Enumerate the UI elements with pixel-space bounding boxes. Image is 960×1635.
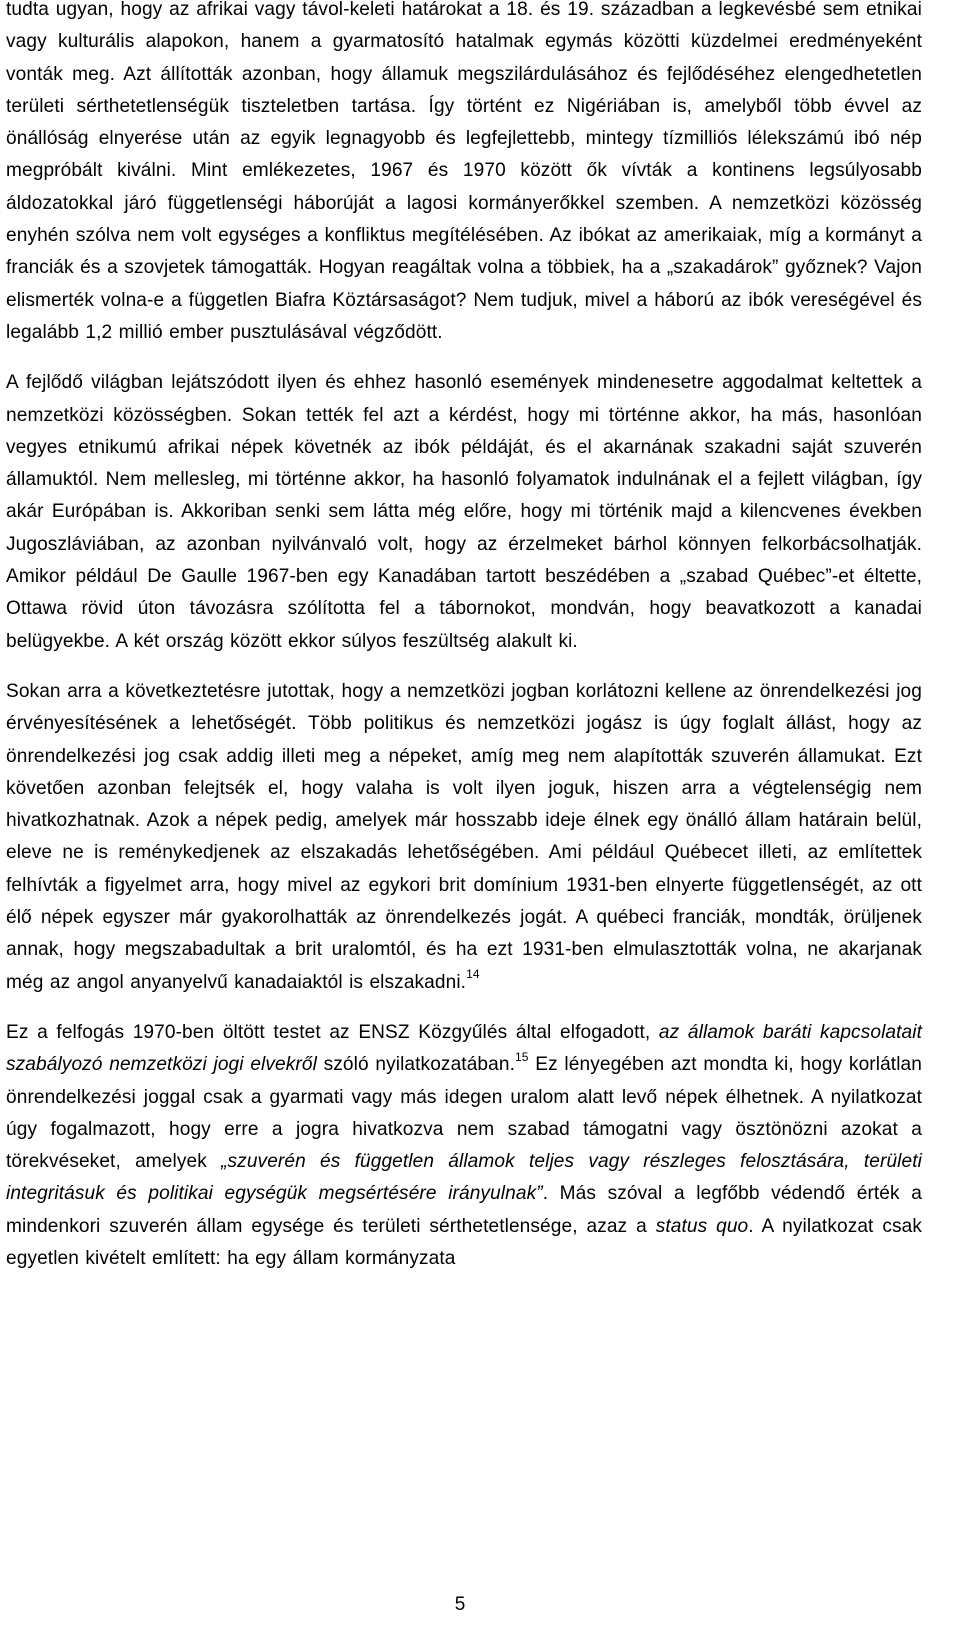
paragraph-2-text: A fejlődő világban lejátszódott ilyen és ehhez hasonló események mindenesetre aggodalmat keltettek a nemzetközi közösségben. Sokan tették fel azt a kérdést, hogy mi történne akkor, ha más, hasonlóan vegyes etnikumú afrikai népek követnék az ibók példáját, és el akarnának szakadni saját szuverén államuktól. Nem mellesleg, mi történne akkor, ha hasonló folyamatok indulnának el a fejlett világban, így akár Európában is. Akkoriban senki sem látta még előre, hogy mi történik majd a kilencvenes években Jugoszláviában, az azonban nyilvánvaló volt, hogy az érzelmeket bárhol könnyen felkorbácsolhatják. Amikor például De Gaulle 1967-ben egy Kanadában tartott beszédében a „szabad Québec”-et éltette, Ottawa rövid úton távozásra szólította fel a tábornokot, mondván, hogy beavatkozott a kanadai belügyekbe. A két ország között ekkor súlyos feszültség alakult ki. <box>6 372 922 652</box>
paragraph-4-text-b: szóló nyilatkozatában. <box>316 1054 515 1076</box>
declaration-title-italic: az államok baráti kapcsolatait szabályozó nemzetközi jogi elvekről <box>6 1021 922 1076</box>
footnote-ref-14: 14 <box>466 967 480 982</box>
paragraph-3 <box>6 676 922 999</box>
paragraph-1 <box>6 0 922 349</box>
paragraph-1-text: tudta ugyan, hogy az afrikai vagy távol-keleti határokat a 18. és 19. században a legkevésbé sem etnikai vagy kulturális alapokon, hanem a gyarmatosító hatalmak egymás közötti küzdelmei eredményeként vonták meg. Azt állították azonban, hogy államuk megszilárdulásához és fejlődéséhez elengedhetetlen területi sérthetetlenségük tiszteletben tartása. Így történt ez Nigériában is, amelyből több évvel az önállóság elnyerése után az egyik legnagyobb és legfejlettebb, mintegy tízmilliós lélekszámú ibó nép megpróbált kiválni. Mint emlékezetes, 1967 és 1970 között ők vívták a kontinens legsúlyosabb áldozatokkal járó függetlenségi háborúját a lagosi kormányerőkkel szemben. A nemzetközi közösség enyhén szólva nem volt egységes a konfliktus megítélésében. Az ibókat az amerikaiak, míg a kormányt a franciák és a szovjetek támogatták. Hogyan reagáltak volna a többiek, ha a „szakadárok” győznek? Vajon elismerték volna-e a független Biafra Köztársaságot? Nem tudjuk, mivel a háború az ibók vereségével és legalább 1,2 millió ember pusztulásával végződött. <box>6 0 922 343</box>
paragraph-3-text: Sokan arra a következtetésre jutottak, hogy a nemzetközi jogban korlátozni kellene az önrendelkezési jog érvényesítésének a lehetőségét. Több politikus és nemzetközi jogász is úgy foglalt állást, hogy az önrendelkezési jog csak addig illeti meg a népeket, amíg meg nem alapították szuverén államukat. Ezt követően azonban felejtsék el, hogy valaha is volt ilyen joguk, hiszen arra a végtelenségig nem hivatkozhatnak. Azok a népek pedig, amelyek már hosszabb ideje élnek egy önálló állam határain belül, eleve ne is reménykedjenek az elszakadás lehetőségében. Ami például Québecet illeti, az említettek felhívták a figyelmet arra, hogy mivel az egykori brit domínium 1931-ben elnyerte függetlenségét, az ott élő népek egyszer már gyakorolhatták az önrendelkezés jogát. A québeci franciák, mondták, örüljenek annak, hogy megszabadultak a brit uralomtól, és ha ezt 1931-ben elmulasztották volna, ne akarjanak még az angol anyanyelvű kanadaiaktól is elszakadni. <box>6 680 922 993</box>
status-quo-italic: status quo <box>655 1215 749 1237</box>
paragraph-4-text-e: . A nyilatkozat csak egyetlen kivételt említett: ha egy állam kormányzata <box>6 1215 922 1269</box>
paragraph-2 <box>6 367 922 658</box>
paragraph-4 <box>6 1017 922 1275</box>
paragraph-4-text-c: Ez lényegében azt mondta ki, hogy korlátlan önrendelkezési joggal csak a gyarmati vagy más idegen uralom alatt levő népek élhetnek. A nyilatkozat úgy fogalmazott, hogy erre a jogra hivatkozva nem szabad támogatni vagy ösztönözni azokat a törekvéseket, amelyek <box>6 1054 922 1173</box>
footnote-ref-15: 15 <box>514 1049 529 1064</box>
paragraph-4-text-a: Ez a felfogás 1970-ben öltött testet az ENSZ Közgyűlés által elfogadott, <box>6 1021 659 1043</box>
paragraph-4-text-d: . Más szóval a legfőbb védendő érték a mindenkori szuverén állam egysége és területi sérthetetlensége, azaz a <box>6 1183 922 1237</box>
declaration-quote-italic: „szuverén és független államok teljes vagy részleges felosztására, területi integritásuk és politikai egységük megsértésére irányulnak” <box>6 1151 922 1205</box>
page-number: 5 <box>454 1594 466 1615</box>
body-text <box>6 0 922 1275</box>
